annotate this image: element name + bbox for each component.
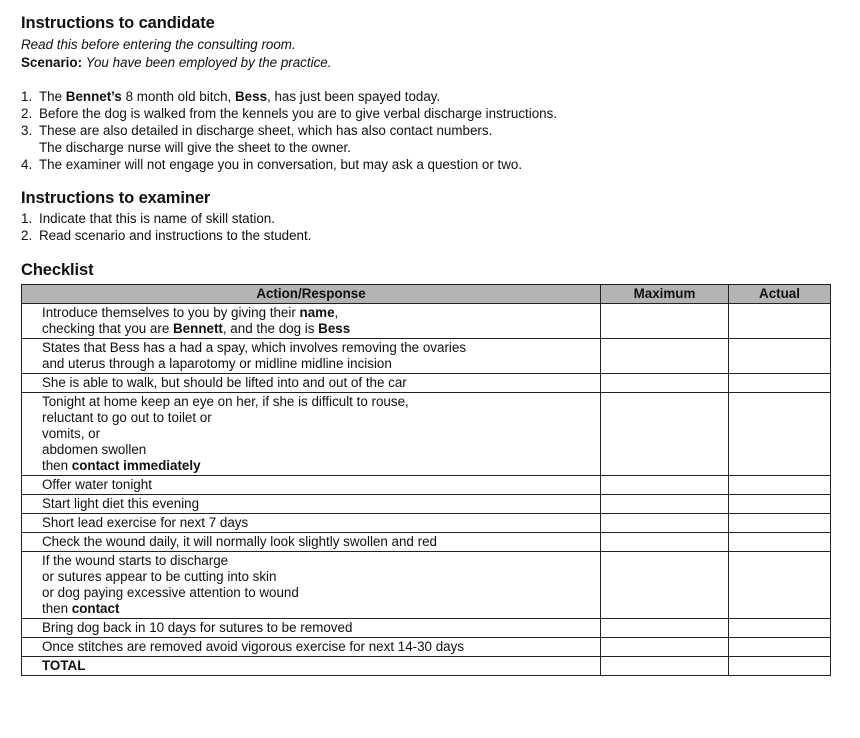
total-label: TOTAL xyxy=(22,657,601,676)
table-row xyxy=(22,476,831,495)
table-row xyxy=(22,638,831,657)
table-row xyxy=(22,304,831,339)
actual-cell[interactable] xyxy=(729,393,831,476)
examiner-heading: Instructions to examiner xyxy=(21,189,211,207)
maximum-cell[interactable] xyxy=(601,476,729,495)
table-row xyxy=(22,393,831,476)
actual-cell[interactable] xyxy=(729,476,831,495)
scenario-label: Scenario: xyxy=(21,55,83,70)
table-row xyxy=(22,533,831,552)
list-item: 1. The Bennet’s 8 month old bitch, Bess, has just been spayed today. xyxy=(21,89,441,104)
action-cell: States that Bess has a had a spay, which involves removing the ovaries and uterus through a laparotomy or midline midline incision xyxy=(22,339,601,374)
scenario-line xyxy=(21,54,833,72)
action-cell: Introduce themselves to you by giving their name, checking that you are Bennett, and the dog is Bess xyxy=(22,304,601,339)
actual-cell[interactable] xyxy=(729,495,831,514)
action-cell: Start light diet this evening xyxy=(22,495,601,514)
maximum-cell[interactable] xyxy=(601,619,729,638)
candidate-heading: Instructions to candidate xyxy=(21,14,215,32)
table-row xyxy=(22,514,831,533)
maximum-total-cell[interactable] xyxy=(601,657,729,676)
list-item: 4. The examiner will not engage you in conversation, but may ask a question or two. xyxy=(21,157,523,172)
examiner-list xyxy=(21,210,833,244)
list-item: 1. Indicate that this is name of skill station. xyxy=(21,211,275,226)
action-cell: Check the wound daily, it will normally look slightly swollen and red xyxy=(22,533,601,552)
action-cell: Once stitches are removed avoid vigorous exercise for next 14-30 days xyxy=(22,638,601,657)
maximum-column-header: Maximum xyxy=(601,285,729,304)
action-cell: If the wound starts to discharge or sutures appear to be cutting into skin or dog paying excessive attention to wound then contact xyxy=(22,552,601,619)
actual-cell[interactable] xyxy=(729,619,831,638)
actual-total-cell[interactable] xyxy=(729,657,831,676)
maximum-cell[interactable] xyxy=(601,339,729,374)
scenario-text: You have been employed by the practice. xyxy=(85,55,332,70)
actual-cell[interactable] xyxy=(729,304,831,339)
table-row xyxy=(22,619,831,638)
actual-cell[interactable] xyxy=(729,339,831,374)
actual-cell[interactable] xyxy=(729,514,831,533)
table-row xyxy=(22,495,831,514)
actual-cell[interactable] xyxy=(729,552,831,619)
document xyxy=(21,10,833,676)
table-row xyxy=(22,552,831,619)
table-header-row xyxy=(22,285,831,304)
table-row xyxy=(22,339,831,374)
action-cell: She is able to walk, but should be lifted into and out of the car xyxy=(22,374,601,393)
checklist-table xyxy=(21,284,831,676)
candidate-list xyxy=(21,88,833,173)
action-cell: Offer water tonight xyxy=(22,476,601,495)
action-cell: Tonight at home keep an eye on her, if she is difficult to rouse, reluctant to go out to toilet or vomits, or abdomen swollen then contact immediately xyxy=(22,393,601,476)
action-cell: Bring dog back in 10 days for sutures to be removed xyxy=(22,619,601,638)
maximum-cell[interactable] xyxy=(601,304,729,339)
candidate-intro: Read this before entering the consulting room. xyxy=(21,37,296,52)
list-item: 2. Before the dog is walked from the kennels you are to give verbal discharge instructions. xyxy=(21,106,558,121)
maximum-cell[interactable] xyxy=(601,495,729,514)
list-item: 2. Read scenario and instructions to the student. xyxy=(21,228,312,243)
checklist-heading: Checklist xyxy=(21,261,94,279)
maximum-cell[interactable] xyxy=(601,638,729,657)
list-item: 3. These are also detailed in discharge sheet, which has also contact numbers. The discharge nurse will give the sheet to the owner. xyxy=(21,123,493,155)
actual-cell[interactable] xyxy=(729,638,831,657)
action-column-header: Action/Response xyxy=(22,285,601,304)
table-row xyxy=(22,374,831,393)
maximum-cell[interactable] xyxy=(601,393,729,476)
actual-cell[interactable] xyxy=(729,533,831,552)
actual-column-header: Actual xyxy=(729,285,831,304)
maximum-cell[interactable] xyxy=(601,533,729,552)
maximum-cell[interactable] xyxy=(601,552,729,619)
actual-cell[interactable] xyxy=(729,374,831,393)
total-row xyxy=(22,657,831,676)
maximum-cell[interactable] xyxy=(601,514,729,533)
action-cell: Short lead exercise for next 7 days xyxy=(22,514,601,533)
maximum-cell[interactable] xyxy=(601,374,729,393)
